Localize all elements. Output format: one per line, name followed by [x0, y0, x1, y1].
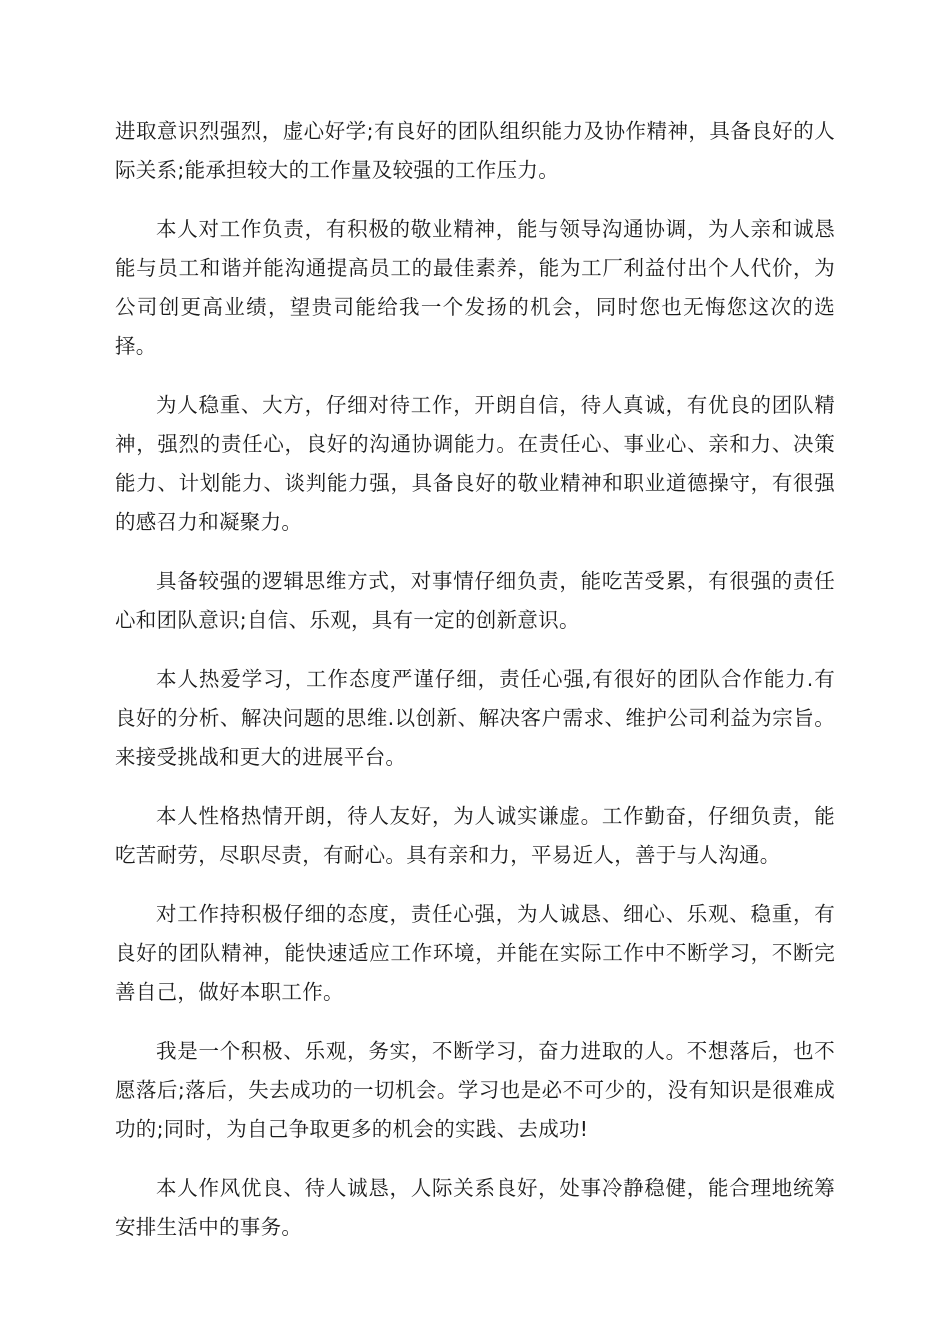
document-body	[115, 112, 835, 1267]
paragraph-4: 具备较强的逻辑思维方式，对事情仔细负责，能吃苦受累，有很强的责任心和团队意识;自信、乐观，具有一定的创新意识。	[115, 569, 835, 632]
paragraph-9: 本人作风优良、待人诚恳，人际关系良好，处事冷静稳健，能合理地统筹安排生活中的事务。	[115, 1176, 835, 1239]
paragraph-1: 进取意识烈强烈，虚心好学;有良好的团队组织能力及协作精神，具备良好的人际关系;能承担较大的工作量及较强的工作压力。	[115, 119, 835, 182]
paragraph-7: 对工作持积极仔细的态度，责任心强，为人诚恳、细心、乐观、稳重，有良好的团队精神，能快速适应工作环境，并能在实际工作中不断学习，不断完善自己，做好本职工作。	[115, 902, 835, 1004]
paragraph-3: 为人稳重、大方，仔细对待工作，开朗自信，待人真诚，有优良的团队精神，强烈的责任心，良好的沟通协调能力。在责任心、事业心、亲和力、决策能力、计划能力、谈判能力强，具备良好的敬业精神和职业道德操守，有很强的感召力和凝聚力。	[115, 393, 835, 534]
paragraph-6: 本人性格热情开朗，待人友好，为人诚实谦虚。工作勤奋，仔细负责，能吃苦耐劳，尽职尽责，有耐心。具有亲和力，平易近人，善于与人沟通。	[115, 804, 835, 867]
paragraph-5: 本人热爱学习，工作态度严谨仔细，责任心强,有很好的团队合作能力.有良好的分析、解决问题的思维.以创新、解决客户需求、维护公司利益为宗旨。来接受挑战和更大的进展平台。	[115, 667, 835, 769]
paragraph-2: 本人对工作负责，有积极的敬业精神，能与领导沟通协调，为人亲和诚恳能与员工和谐并能沟通提高员工的最佳素养，能为工厂利益付出个人代价，为公司创更高业绩，望贵司能给我一个发扬的机会，同时您也无悔您这次的选择。	[115, 217, 835, 358]
paragraph-8: 我是一个积极、乐观，务实，不断学习，奋力进取的人。不想落后，也不愿落后;落后，失去成功的一切机会。学习也是必不可少的，没有知识是很难成功的;同时，为自己争取更多的机会的实践、去成功!	[115, 1039, 835, 1141]
